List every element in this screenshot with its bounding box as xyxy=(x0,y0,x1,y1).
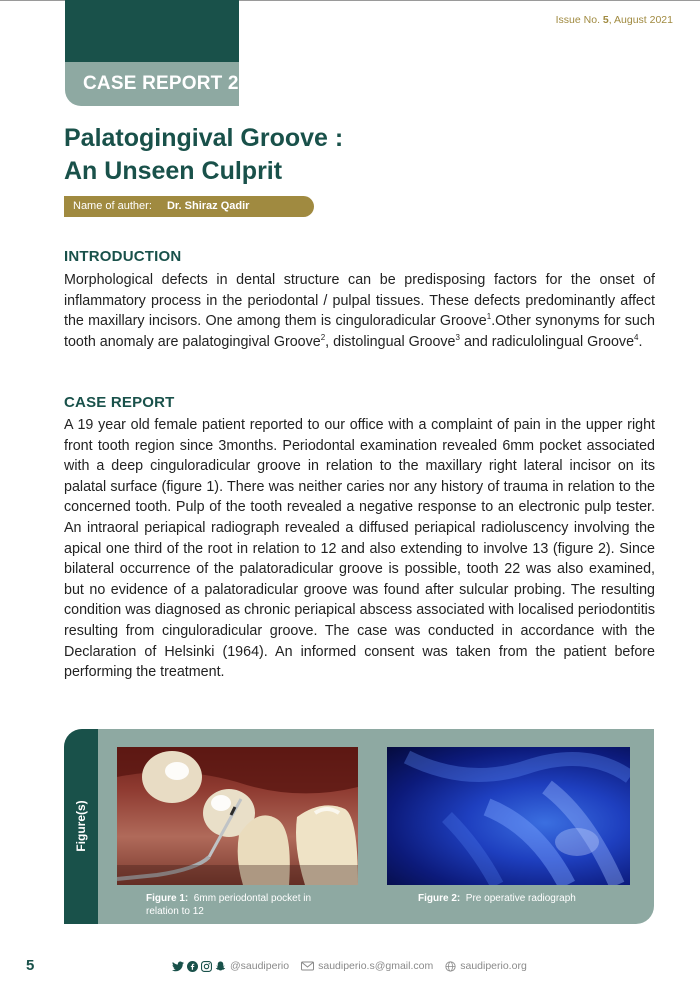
issue-info xyxy=(556,14,673,26)
figure-2-image xyxy=(387,747,630,885)
globe-icon xyxy=(445,961,456,972)
facebook-icon[interactable] xyxy=(187,961,198,972)
intraoral-photo xyxy=(117,747,358,885)
website-text: saudiperio.org xyxy=(460,960,527,972)
author-label: Name of auther: xyxy=(73,200,152,212)
intro-text-c: , distolingual Groove xyxy=(325,333,456,350)
author-name: Dr. Shiraz Qadir xyxy=(166,200,250,212)
introduction-paragraph xyxy=(64,270,655,352)
intro-text-d: and radiculolingual Groove xyxy=(459,333,635,350)
section-label: CASE REPORT 2 xyxy=(83,73,239,94)
case-report-paragraph: A 19 year old female patient reported to our office with a complaint of pain in the upper right front tooth region since 3months. Periodontal examination revealed 6mm pocket associated with a deep cinguloradicular groove in relation to the maxillary right lateral incisor on its palatal surface (figure 1). There was neither caries nor any history of trauma in relation to the concerned tooth. Pulp of the tooth revealed a negative response to an electronic pulp tester. An intraoral periapical radiograph revealed a diffused periapical radioluscency involving the apical one third of the root in relation to 12 and also extending to involve 13 (figure 2). Since bilateral occurrence of the palatoradicular groove is possible, tooth 22 was also examined, but no evidence of a palatoradicular groove was found after sulcular probing. The resulting condition was diagnosed as chronic periapical abscess associated with localised periodontitis resulting from cinguloradicular groove. The case was conducted in accordance with the Declaration of Helsinki (1964). An informed consent was taken from the patient before performing the treatment. xyxy=(64,417,655,681)
figures-side-label: Figure(s) xyxy=(74,800,88,852)
case-report-heading: CASE REPORT xyxy=(64,394,175,411)
title-line-1: Palatogingival Groove : xyxy=(64,124,344,152)
article-title xyxy=(64,122,343,188)
figure-2-caption xyxy=(418,892,628,905)
ref-3: 3 xyxy=(455,333,460,343)
figure-1-image xyxy=(117,747,358,885)
section-tab xyxy=(65,62,239,106)
social-handle[interactable]: @saudiperio xyxy=(230,960,290,972)
snapchat-icon[interactable] xyxy=(215,961,226,972)
issue-number: 5 xyxy=(602,14,609,26)
intro-text-a: Morphological defects in dental structure can be predisposing factors for the onset of inflammatory process in the periodontal / pulpal tissues. These defects predominantly affect the maxillary incisors. One among them is cinguloradicular Groove xyxy=(64,272,655,330)
twitter-icon[interactable] xyxy=(172,961,184,972)
introduction-heading: INTRODUCTION xyxy=(64,248,182,265)
ref-4: 4 xyxy=(634,333,639,343)
header-color-block xyxy=(65,0,239,62)
ref-2: 2 xyxy=(320,333,326,343)
issue-label: Issue No. xyxy=(555,14,600,26)
figure-1-caption xyxy=(146,892,346,918)
figure-2-label: Figure 2: xyxy=(418,893,461,904)
mail-icon xyxy=(301,961,314,971)
title-line-2: An Unseen Culprit xyxy=(64,157,283,185)
email-text: saudiperio.s@gmail.com xyxy=(318,960,434,972)
social-icons xyxy=(172,961,226,972)
intro-text-b: .Other synonyms for such tooth anomaly are palatogingival Groove xyxy=(64,313,655,350)
figure-1-label: Figure 1: xyxy=(146,893,189,904)
email-item[interactable] xyxy=(301,960,433,972)
figure-1-text: 6mm periodontal pocket in relation to 12 xyxy=(146,893,312,917)
ref-1: 1 xyxy=(486,312,492,322)
figure-2-text: Pre operative radiograph xyxy=(465,893,576,904)
website-item[interactable] xyxy=(445,960,527,972)
page-number: 5 xyxy=(26,957,35,974)
footer-contacts xyxy=(172,957,527,975)
intro-text-e: . xyxy=(638,333,643,350)
author-badge xyxy=(64,196,314,217)
instagram-icon[interactable] xyxy=(201,961,212,972)
issue-date: , August 2021 xyxy=(608,14,673,26)
radiograph-image xyxy=(387,747,630,885)
